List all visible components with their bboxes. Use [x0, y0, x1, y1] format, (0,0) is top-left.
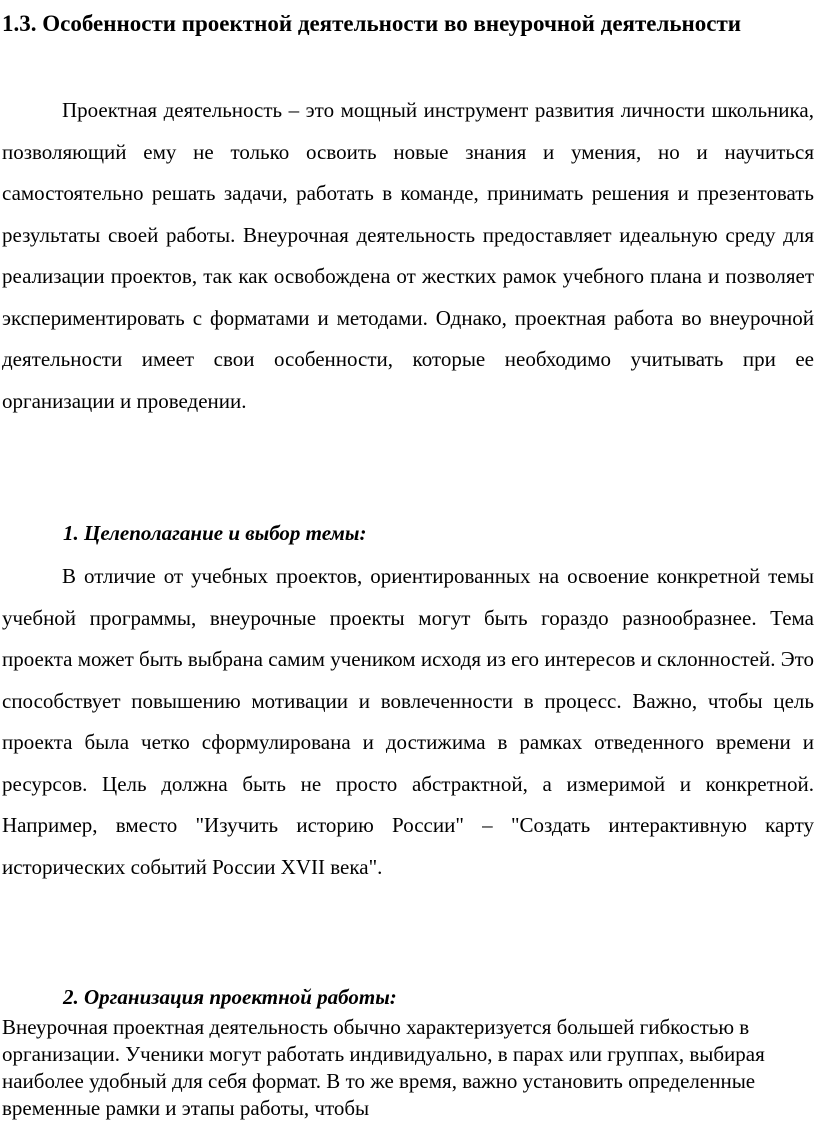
subsection-paragraph-goal-setting: В отличие от учебных проектов, ориентированных на освоение конкретной темы учебной программы, внеурочные проекты могут быть гораздо разнообразнее. Тема проекта может быть выбрана самим учеником исходя из его интересов и склонностей. Это способствует повышению мотивации и вовлеченности в процесс. Важно, чтобы цель проекта была четко сформулирована и достижима в рамках отведенного времени и ресурсов. Цель должна быть не просто абстрактной, а измеримой и конкретной. Например, вместо "Изучить историю России" – "Создать интерактивную карту исторических событий России XVII века". [2, 564, 814, 879]
subsection-paragraph-organization: Внеурочная проектная деятельность обычно характеризуется большей гибкостью в организации. Ученики могут работать индивидуально, в парах или группах, выбирая наиболее удобный для себя формат. В то же время, важно установить определенные временные рамки и этапы работы, чтобы [2, 1015, 765, 1120]
subsection-title-organization: 2. Организация проектной работы: [63, 985, 397, 1009]
subsection-title-goal-setting: 1. Целеполагание и выбор темы: [63, 521, 367, 545]
section-heading: 1.3. Особенности проектной деятельности во внеурочной деятельности [2, 11, 742, 36]
intro-paragraph: Проектная деятельность – это мощный инструмент развития личности школьника, позволяющий ему не только освоить новые знания и умения, но и научиться самостоятельно решать задачи, работать в команде, принимать решения и презентовать результаты своей работы. Внеурочная деятельность предоставляет идеальную среду для реализации проектов, так как освобождена от жестких рамок учебного плана и позволяет экспериментировать с форматами и методами. Однако, проектная работа во внеурочной деятельности имеет свои особенности, которые необходимо учитывать при ее организации и проведении. [2, 98, 814, 413]
